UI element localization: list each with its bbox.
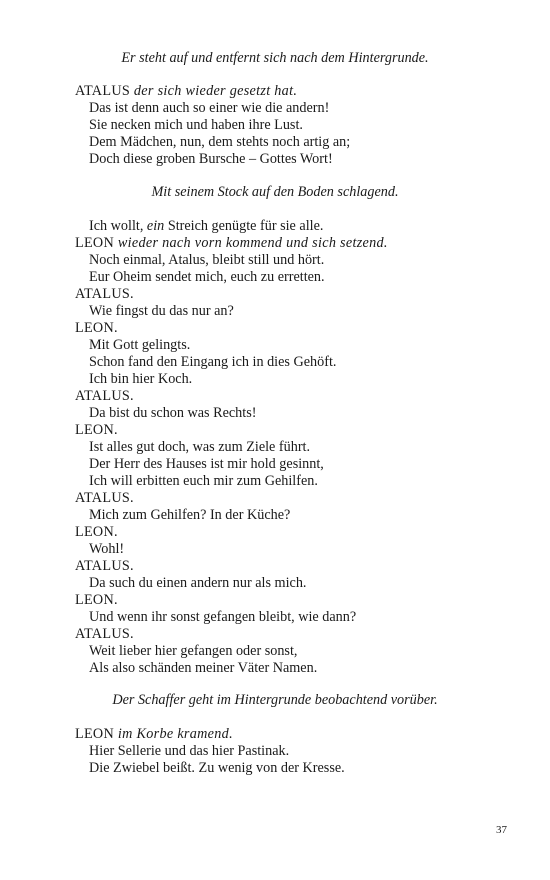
speaker-name: ATALUS. bbox=[75, 626, 134, 642]
speaker-name: ATALUS. bbox=[75, 286, 134, 302]
verse-line: Und wenn ihr sonst gefangen bleibt, wie dann? bbox=[89, 609, 357, 625]
verse-line: Dem Mädchen, nun, dem stehts noch artig an; bbox=[89, 134, 351, 150]
verse-line: Wie fingst du das nur an? bbox=[89, 303, 234, 319]
speaker-line bbox=[75, 726, 233, 743]
speaker-line bbox=[75, 83, 297, 100]
verse-line: Ich will erbitten euch mir zum Gehilfen. bbox=[89, 473, 318, 489]
speaker-name: LEON. bbox=[75, 592, 118, 608]
speaker-direction: im Korbe kramend. bbox=[114, 726, 233, 742]
speaker-name: ATALUS. bbox=[75, 388, 134, 404]
verse-line: Ist alles gut doch, was zum Ziele führt. bbox=[89, 439, 311, 455]
stage-direction: Er steht auf und entfernt sich nach dem Hintergrunde. bbox=[121, 50, 429, 66]
verse-text: Ich wollt, bbox=[89, 218, 147, 234]
speaker-name: ATALUS. bbox=[75, 558, 134, 574]
page-number: 37 bbox=[496, 824, 507, 836]
speaker-direction: wieder nach vorn kommend und sich setzend. bbox=[114, 235, 388, 251]
verse-line: Hier Sellerie und das hier Pastinak. bbox=[89, 743, 290, 759]
verse-line: Eur Oheim sendet mich, euch zu erretten. bbox=[89, 269, 325, 285]
verse-line: Als also schänden meiner Väter Namen. bbox=[89, 660, 318, 676]
verse-line: Mich zum Gehilfen? In der Küche? bbox=[89, 507, 291, 523]
verse-line: Weit lieber hier gefangen oder sonst, bbox=[89, 643, 298, 659]
verse-line: Da such du einen andern nur als mich. bbox=[89, 575, 307, 591]
speaker-name: ATALUS. bbox=[75, 490, 134, 506]
verse-text: Streich genügte für sie alle. bbox=[164, 218, 324, 234]
stage-direction: Der Schaffer geht im Hintergrunde beobachtend vorüber. bbox=[112, 692, 438, 708]
verse-line bbox=[89, 218, 323, 235]
speaker-name: LEON. bbox=[75, 524, 118, 540]
verse-line: Doch diese groben Bursche – Gottes Wort! bbox=[89, 151, 333, 167]
speaker-line bbox=[75, 235, 388, 252]
speaker-name: LEON bbox=[75, 235, 115, 251]
verse-line: Ich bin hier Koch. bbox=[89, 371, 193, 387]
verse-line: Noch einmal, Atalus, bleibt still und hört. bbox=[89, 252, 325, 268]
verse-line: Wohl! bbox=[89, 541, 125, 557]
speaker-name: LEON bbox=[75, 726, 115, 742]
speaker-name: LEON. bbox=[75, 422, 118, 438]
speaker-name: ATALUS bbox=[75, 83, 131, 99]
verse-line: Da bist du schon was Rechts! bbox=[89, 405, 257, 421]
stage-direction: Mit seinem Stock auf den Boden schlagend. bbox=[151, 184, 399, 200]
speaker-direction: der sich wieder gesetzt hat. bbox=[130, 83, 298, 99]
verse-line: Der Herr des Hauses ist mir hold gesinnt, bbox=[89, 456, 324, 472]
speaker-name: LEON. bbox=[75, 320, 118, 336]
verse-line: Die Zwiebel beißt. Zu wenig von der Kresse. bbox=[89, 760, 345, 776]
verse-line: Mit Gott gelingts. bbox=[89, 337, 191, 353]
verse-line: Schon fand den Eingang ich in dies Gehöft. bbox=[89, 354, 337, 370]
verse-line: Das ist denn auch so einer wie die andern! bbox=[89, 100, 330, 116]
verse-line: Sie necken mich und haben ihre Lust. bbox=[89, 117, 303, 133]
verse-emphasis: ein bbox=[146, 218, 165, 234]
